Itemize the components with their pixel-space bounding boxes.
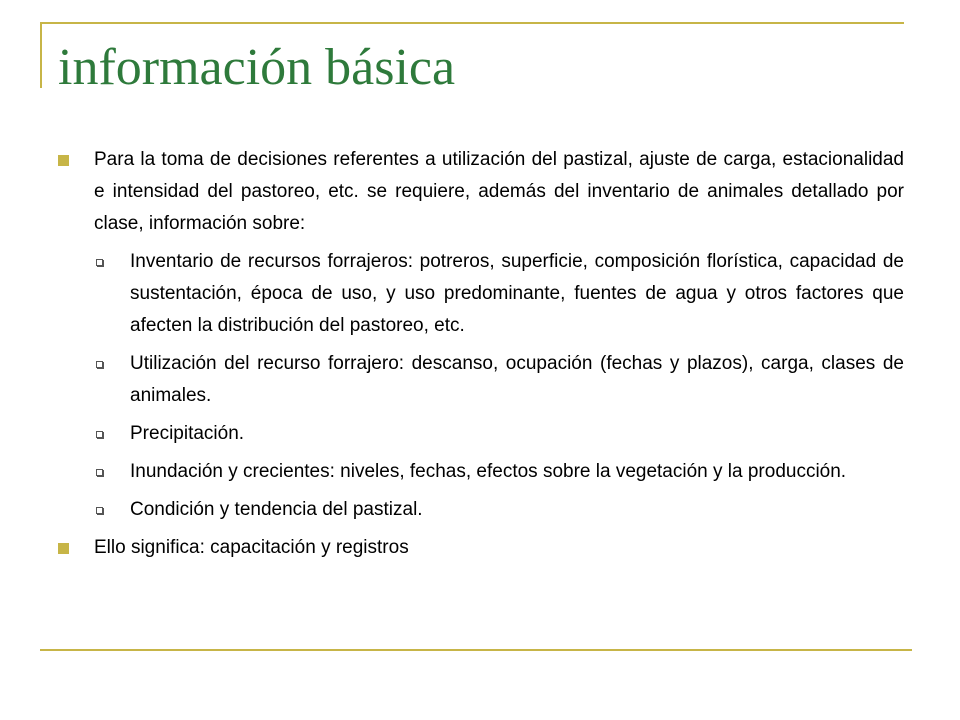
- top-border-line: [40, 22, 904, 24]
- sub-bullet-list: [58, 246, 904, 526]
- sub-bullet-text: Inundación y crecientes: niveles, fechas, efectos sobre la vegetación y la producción.: [130, 461, 847, 482]
- square-bullet-icon: [58, 543, 69, 554]
- slide-content: [58, 144, 904, 570]
- sub-bullet-item: [58, 456, 904, 488]
- slide-title: información básica: [58, 39, 456, 96]
- square-bullet-icon: [58, 155, 69, 166]
- sub-bullet-text: Utilización del recurso forrajero: descanso, ocupación (fechas y plazos), carga, clases de animales.: [130, 353, 904, 406]
- sub-bullet-item: [58, 494, 904, 526]
- bullet-text: Para la toma de decisiones referentes a utilización del pastizal, ajuste de carga, estacionalidad e intensidad del pastoreo, etc. se requiere, además del inventario de animales detallado por clase, información sobre:: [94, 149, 904, 234]
- hollow-square-bullet-icon: [96, 431, 103, 438]
- bottom-border-line: [40, 649, 912, 651]
- sub-bullet-item: [58, 418, 904, 450]
- hollow-square-bullet-icon: [96, 469, 103, 476]
- sub-bullet-text: Inventario de recursos forrajeros: potreros, superficie, composición florística, capacidad de sustentación, época de uso, y uso predominante, fuentes de agua y otros factores que afecten la distribución del pastoreo, etc.: [130, 251, 904, 336]
- sub-bullet-item: [58, 348, 904, 412]
- hollow-square-bullet-icon: [96, 507, 103, 514]
- hollow-square-bullet-icon: [96, 259, 103, 266]
- bullet-item: [58, 144, 904, 240]
- bullet-item: [58, 532, 904, 564]
- sub-bullet-text: Precipitación.: [130, 423, 245, 444]
- bullet-text: Ello significa: capacitación y registros: [94, 537, 409, 558]
- sub-bullet-text: Condición y tendencia del pastizal.: [130, 499, 423, 520]
- hollow-square-bullet-icon: [96, 361, 103, 368]
- left-border-line: [40, 22, 42, 88]
- sub-bullet-item: [58, 246, 904, 342]
